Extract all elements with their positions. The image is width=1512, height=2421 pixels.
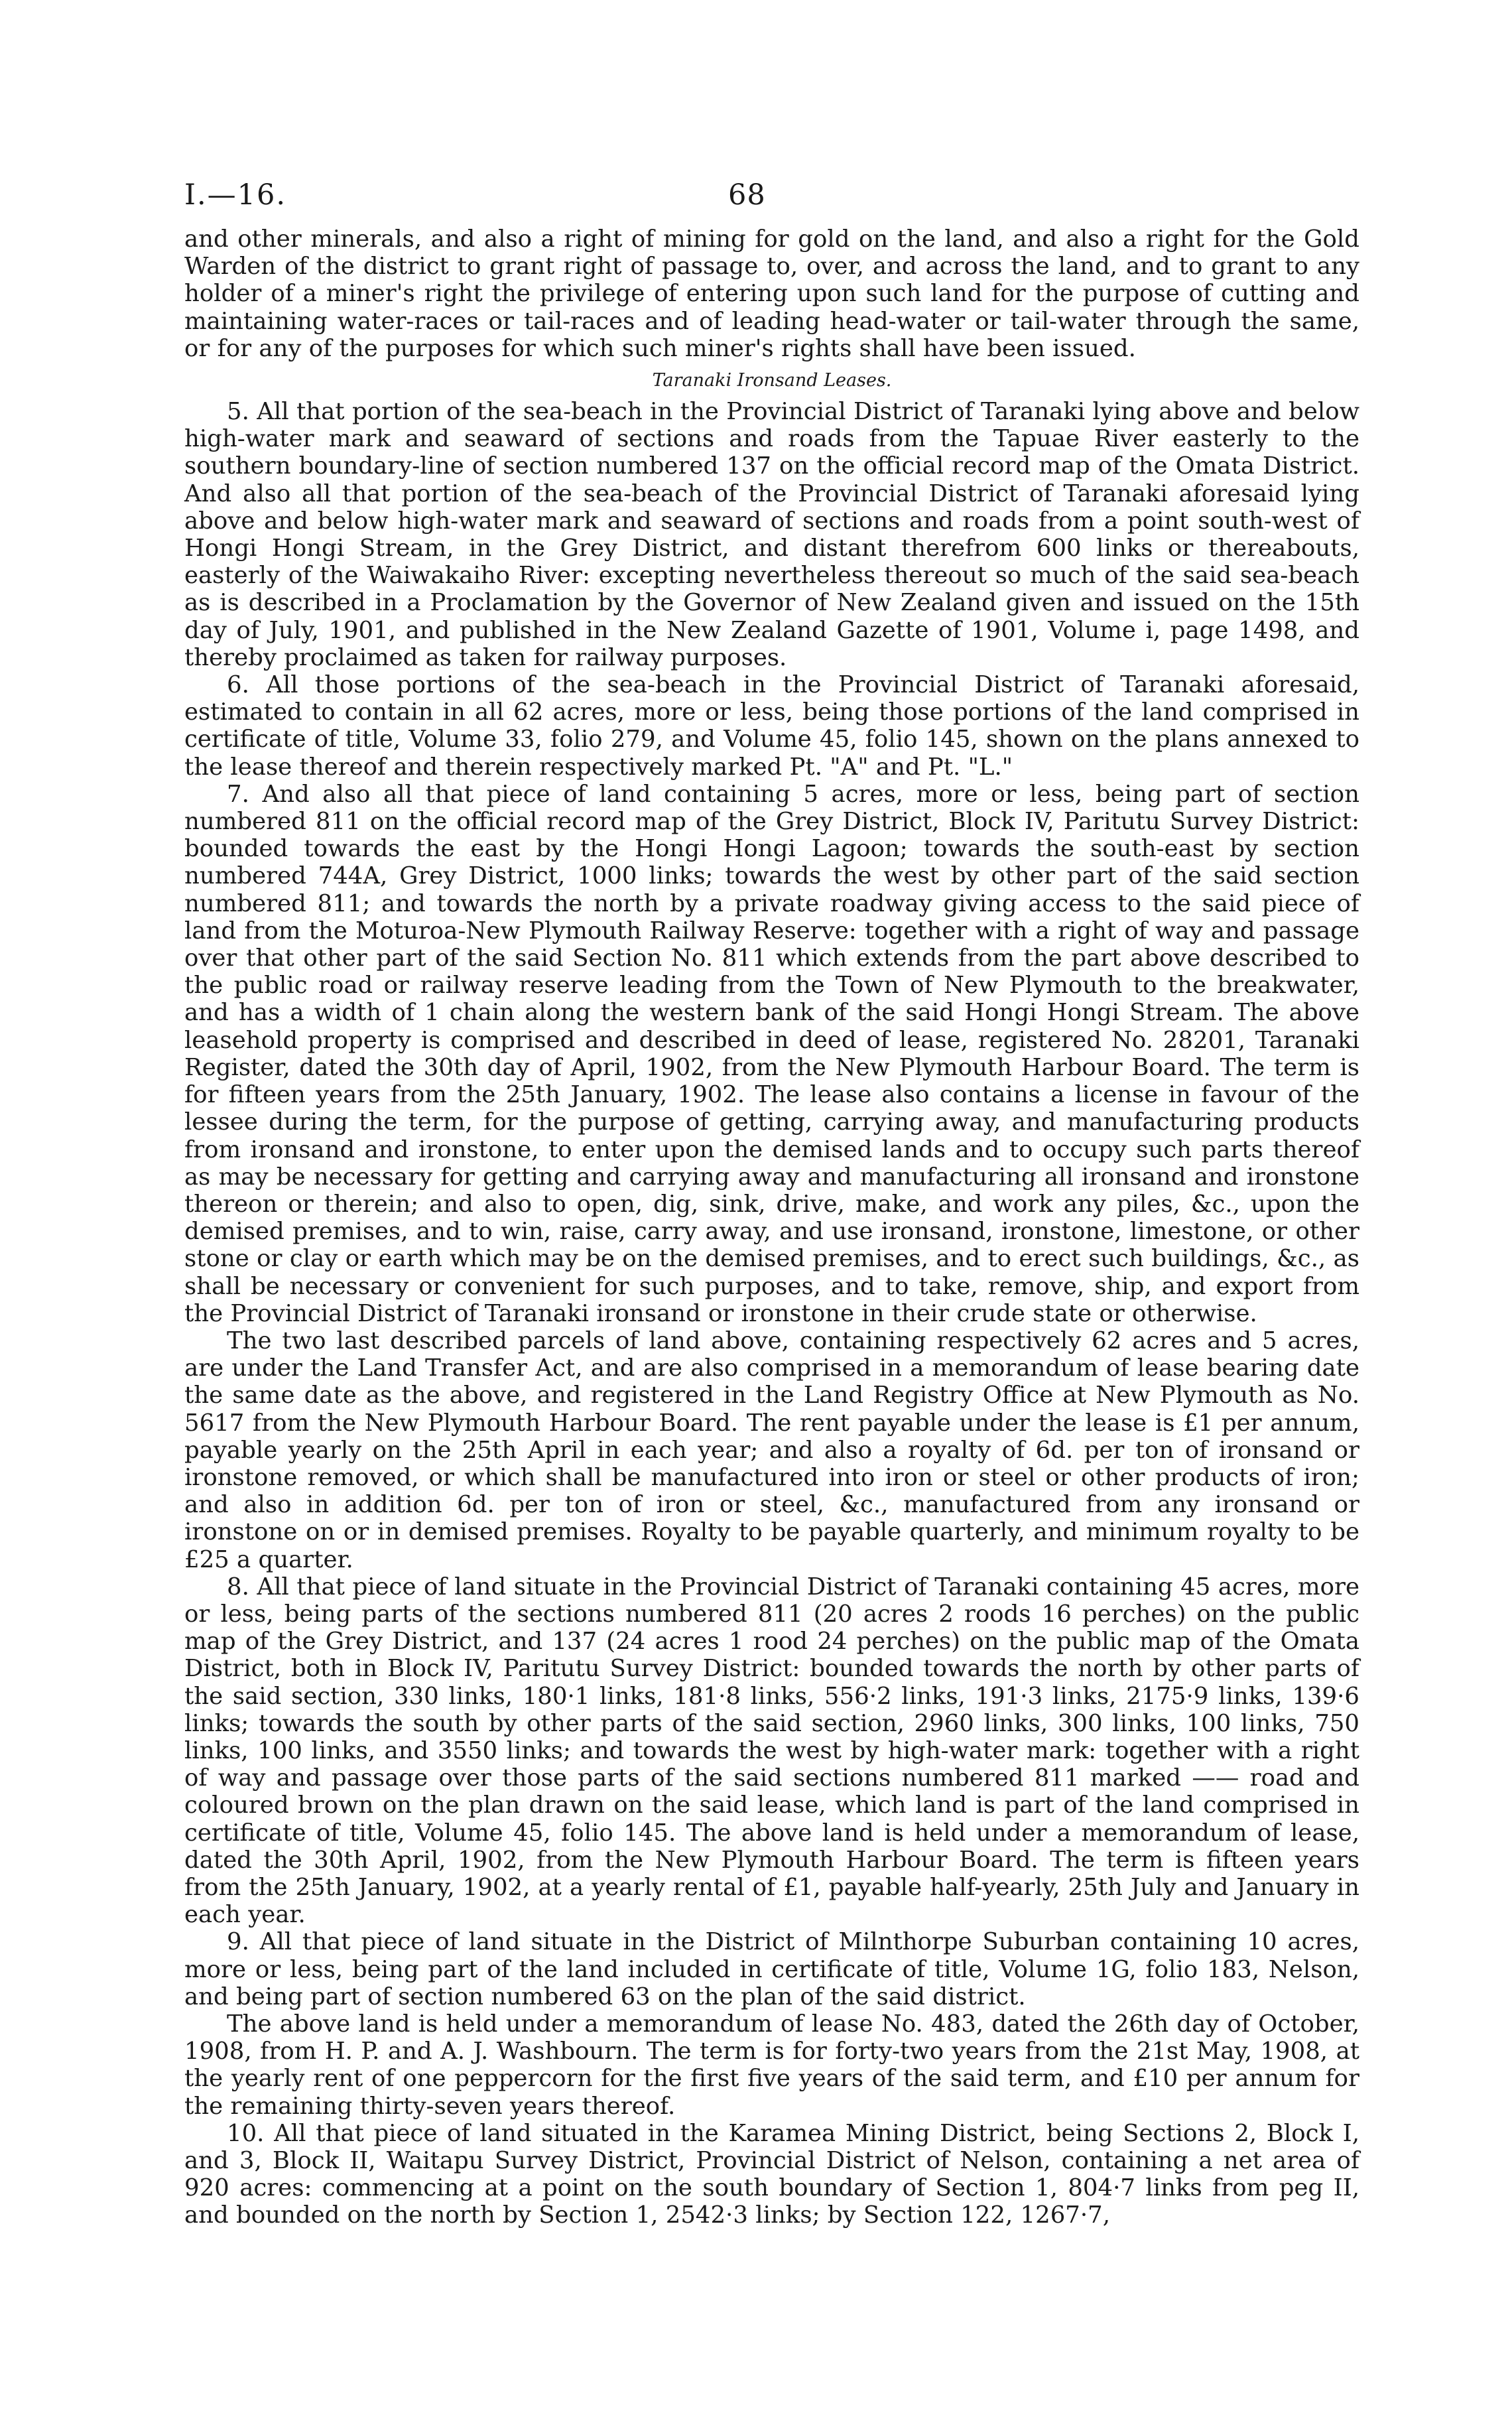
- page-number: 68: [728, 178, 766, 212]
- body-text: [184, 226, 1359, 2229]
- paragraph-parcels-lease: The two last described parcels of land above, containing respectively 62 acres and 5 acres, are under the Land Transfer Act, and are also comprised in a memorandum of lease bearing date the same date as the above, and registered in the Land Registry Office at New Plymouth as No. 5617 from the New Plymouth Harbour Board. The rent payable under the lease is £1 per annum, payable yearly on the 25th April in each year; and also a royalty of 6d. per ton of ironsand or ironstone removed, or which shall be manufactured into iron or steel or other products of iron; and also in addition 6d. per ton of iron or steel, &c., manufactured from any ironsand or ironstone on or in demised premises. Royalty to be payable quarterly, and minimum royalty to be £25 a quarter.: [184, 1327, 1359, 1573]
- paragraph-item-5: 5. All that portion of the sea-beach in the Provincial District of Taranaki lying above and below high-water mark and seaward of sections and roads from the Tapuae River easterly to the southern boundary-line of section numbered 137 on the official record map of the Omata District. And also all that portion of the sea-beach of the Provincial District of Taranaki aforesaid lying above and below high-water mark and seaward of sections and roads from a point south-west of Hongi Hongi Stream, in the Grey District, and distant therefrom 600 links or thereabouts, easterly of the Waiwakaiho River: excepting nevertheless thereout so much of the said sea-beach as is described in a Proclamation by the Governor of New Zealand given and issued on the 15th day of July, 1901, and published in the New Zealand Gazette of 1901, Volume i, page 1498, and thereby proclaimed as taken for railway purposes.: [184, 398, 1359, 671]
- paragraph-item-8: 8. All that piece of land situate in the Provincial District of Taranaki containing 45 acres, more or less, being parts of the sections numbered 811 (20 acres 2 roods 16 perches) on the public map of the Grey District, and 137 (24 acres 1 rood 24 perches) on the public map of the Omata District, both in Block IV, Paritutu Survey District: bounded towards the north by other parts of the said section, 330 links, 180·1 links, 181·8 links, 556·2 links, 191·3 links, 2175·9 links, 139·6 links; towards the south by other parts of the said section, 2960 links, 300 links, 100 links, 750 links, 100 links, and 3550 links; and towards the west by high-water mark: together with a right of way and passage over those parts of the said sections numbered 811 marked —— road and coloured brown on the plan drawn on the said lease, which land is part of the land comprised in certificate of title, Volume 45, folio 145. The above land is held under a memorandum of lease, dated the 30th April, 1902, from the New Plymouth Harbour Board. The term is fifteen years from the 25th January, 1902, at a yearly rental of £1, payable half-yearly, 25th July and January in each year.: [184, 1573, 1359, 1929]
- paragraph-washbourn-lease: The above land is held under a memorandum of lease No. 483, dated the 26th day of October, 1908, from H. P. and A. J. Washbourn. The term is for forty-two years from the 21st May, 1908, at the yearly rent of one peppercorn for the first five years of the said term, and £10 per annum for the remaining thirty-seven years thereof.: [184, 2010, 1359, 2120]
- paragraph-item-6: 6. All those portions of the sea-beach in the Provincial District of Taranaki aforesaid, estimated to contain in all 62 acres, more or less, being those portions of the land comprised in certificate of title, Volume 33, folio 279, and Volume 45, folio 145, shown on the plans annexed to the lease thereof and therein respectively marked Pt. "A" and Pt. "L.": [184, 671, 1359, 781]
- document-page: [184, 179, 1359, 2229]
- paragraph-item-10: 10. All that piece of land situated in the Karamea Mining District, being Sections 2, Block I, and 3, Block II, Waitapu Survey District, Provincial District of Nelson, containing a net area of 920 acres: commencing at a point on the south boundary of Section 1, 804·7 links from peg II, and bounded on the north by Section 1, 2542·3 links; by Section 122, 1267·7,: [184, 2119, 1359, 2229]
- paragraph-continuation: and other minerals, and also a right of mining for gold on the land, and also a right for the Gold Warden of the district to grant right of passage to, over, and across the land, and to grant to any holder of a miner's right the privilege of entering upon such land for the purpose of cutting and maintaining water-races or tail-races and of leading head-water or tail-water through the same, or for any of the purposes for which such miner's rights shall have been issued.: [184, 226, 1359, 362]
- page-header: [184, 179, 1359, 226]
- paragraph-item-7: 7. And also all that piece of land containing 5 acres, more or less, being part of section numbered 811 on the official record map of the Grey District, Block IV, Paritutu Survey District: bounded towards the east by the Hongi Hongi Lagoon; towards the south-east by section numbered 744A, Grey District, 1000 links; towards the west by other part of the said section numbered 811; and towards the north by a private roadway giving access to the said piece of land from the Moturoa-New Plymouth Railway Reserve: together with a right of way and passage over that other part of the said Section No. 811 which extends from the part above described to the public road or railway reserve leading from the Town of New Plymouth to the breakwater, and has a width of 1 chain along the western bank of the said Hongi Hongi Stream. The above leasehold property is comprised and described in deed of lease, registered No. 28201, Taranaki Register, dated the 30th day of April, 1902, from the New Plymouth Harbour Board. The term is for fifteen years from the 25th January, 1902. The lease also contains a license in favour of the lessee during the term, for the purpose of getting, carrying away, and manufacturing products from ironsand and ironstone, to enter upon the demised lands and to occupy such parts thereof as may be necessary for getting and carrying away and manufacturing all ironsand and ironstone thereon or therein; and also to open, dig, sink, drive, make, and work any piles, &c., upon the demised premises, and to win, raise, carry away, and use ironsand, ironstone, limestone, or other stone or clay or earth which may be on the demised premises, and to erect such buildings, &c., as shall be necessary or convenient for such purposes, and to take, remove, ship, and export from the Provincial District of Taranaki ironsand or ironstone in their crude state or otherwise.: [184, 780, 1359, 1327]
- document-reference: I.—16.: [184, 178, 287, 212]
- section-heading: Taranaki Ironsand Leases.: [652, 370, 892, 391]
- paragraph-item-9: 9. All that piece of land situate in the District of Milnthorpe Suburban containing 10 acres, more or less, being part of the land included in certificate of title, Volume 1G, folio 183, Nelson, and being part of section numbered 63 on the plan of the said district.: [184, 1928, 1359, 2010]
